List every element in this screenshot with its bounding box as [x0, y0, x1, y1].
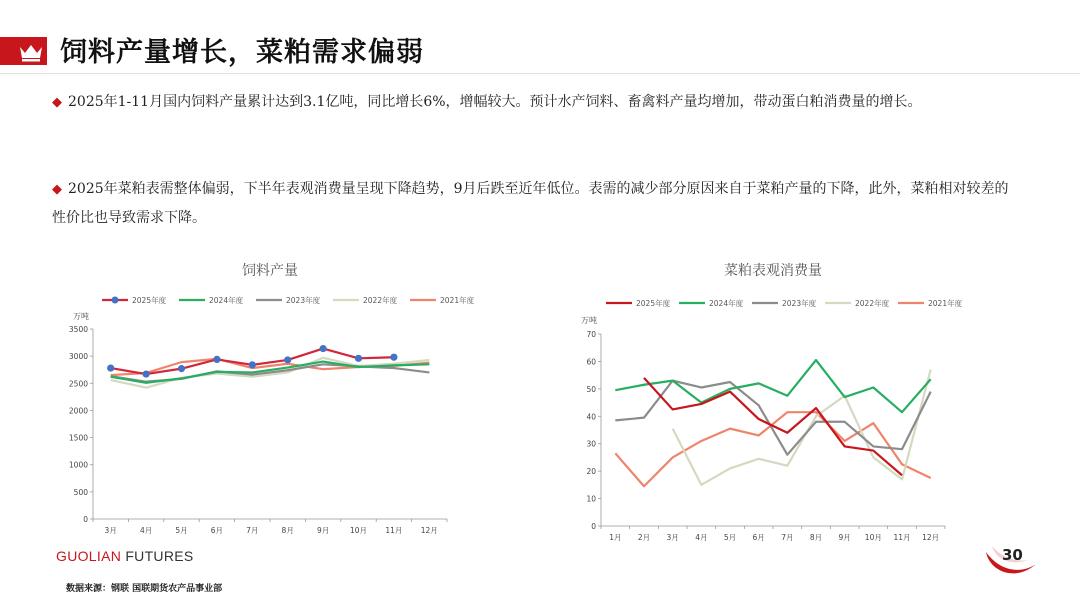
y-tick-label: 0 [83, 515, 88, 524]
data-point [213, 356, 220, 363]
x-tick-label: 2月 [637, 533, 651, 542]
legend-item [410, 295, 475, 305]
rapeseed-meal-consumption-chart [570, 255, 963, 545]
legend-item [333, 295, 398, 305]
chart-title: 菜粕表观消费量 [724, 263, 822, 279]
x-tick-label: 6月 [752, 533, 765, 542]
x-tick-label: 7月 [781, 533, 794, 542]
legend-item [898, 298, 963, 308]
x-tick-label: 6月 [210, 526, 224, 535]
y-tick-label: 2000 [68, 406, 88, 416]
bullet-text-2: 2025年菜粕表需整体偏弱，下半年表观消费量呈现下降趋势，9月后跌至近年低位。表需的减少部分原因来自于菜粕产量的下降，此外，菜粕相对较差的性价比也导致需求下降。 [52, 181, 1009, 226]
data-point [320, 345, 327, 352]
y-tick-label: 30 [586, 439, 596, 449]
legend-item [102, 295, 167, 305]
header-divider [0, 73, 1080, 74]
x-tick-label: 11月 [893, 533, 911, 542]
series-line [615, 360, 930, 412]
x-tick-label: 3月 [104, 526, 117, 535]
y-axis-unit: 万吨 [73, 312, 89, 321]
crown-icon [18, 42, 44, 62]
data-point [178, 365, 185, 372]
data-point [390, 354, 397, 361]
legend-item [825, 298, 890, 308]
x-tick-label: 8月 [281, 526, 294, 535]
bullet-paragraph-1 [52, 88, 1012, 117]
x-tick-label: 8月 [809, 533, 823, 542]
bullet-text-1: 2025年1-11月国内饲料产量累计达到3.1亿吨，同比增长6%，增幅较大。预计水产饲料、畜禽料产量均增加，带动蛋白粕消费量的增长。 [68, 94, 922, 110]
legend-label: 2022年度 [363, 296, 398, 305]
legend-item [679, 298, 744, 308]
brand-logo [56, 548, 194, 564]
legend-item [606, 298, 671, 308]
series-line [644, 378, 902, 475]
bullet-diamond-icon: ◆ [52, 182, 62, 197]
x-tick-label: 12月 [420, 526, 438, 535]
page-number: 30 [1002, 546, 1023, 564]
data-point [143, 370, 150, 377]
x-tick-label: 12月 [922, 533, 940, 542]
y-tick-label: 40 [586, 412, 596, 422]
brand-word-2: FUTURES [121, 548, 194, 564]
x-tick-label: 4月 [139, 526, 153, 535]
data-point [249, 361, 256, 368]
x-tick-label: 9月 [316, 526, 330, 535]
y-tick-label: 10 [586, 494, 596, 504]
series-line [615, 412, 930, 486]
legend-item [179, 295, 244, 305]
y-tick-label: 2500 [68, 379, 88, 389]
series-line [615, 381, 930, 455]
legend-label: 2023年度 [782, 299, 817, 308]
legend-label: 2025年度 [132, 296, 167, 305]
data-point [107, 364, 114, 371]
legend-label: 2024年度 [709, 299, 744, 308]
legend-item [752, 298, 817, 308]
y-tick-label: 50 [586, 384, 596, 394]
legend-label: 2021年度 [440, 296, 475, 305]
x-tick-label: 5月 [175, 526, 188, 535]
data-point [355, 355, 362, 362]
legend-label: 2021年度 [928, 299, 963, 308]
chart-title: 饲料产量 [242, 263, 298, 279]
x-tick-label: 5月 [723, 533, 737, 542]
y-tick-label: 60 [586, 357, 596, 367]
y-tick-label: 0 [591, 522, 596, 531]
legend-item [256, 295, 321, 305]
legend-marker [112, 297, 119, 304]
legend-label: 2023年度 [286, 296, 321, 305]
x-tick-label: 3月 [666, 533, 679, 542]
feed-production-chart [60, 255, 475, 540]
brand-word-1: GUOLIAN [56, 548, 122, 564]
y-tick-label: 3500 [68, 325, 88, 334]
y-tick-label: 1500 [68, 433, 88, 443]
legend-label: 2025年度 [636, 299, 671, 308]
y-tick-label: 1000 [68, 460, 88, 470]
y-tick-label: 500 [73, 487, 88, 497]
y-tick-label: 3000 [68, 352, 88, 362]
legend-label: 2024年度 [209, 296, 244, 305]
data-point [284, 356, 291, 363]
x-tick-label: 4月 [695, 533, 708, 542]
data-source: 数据来源：钢联 国联期货农产品事业部 [66, 584, 223, 594]
x-tick-label: 1月 [609, 533, 622, 542]
legend-label: 2022年度 [855, 299, 890, 308]
x-tick-label: 10月 [349, 526, 368, 535]
bullet-diamond-icon: ◆ [52, 95, 62, 110]
bullet-paragraph-2 [52, 175, 1012, 233]
x-tick-label: 10月 [864, 533, 882, 542]
x-tick-label: 9月 [838, 533, 851, 542]
x-tick-label: 11月 [385, 526, 403, 535]
y-axis-unit: 万吨 [581, 316, 597, 325]
page-title: 饲料产量增长，菜粕需求偏弱 [60, 37, 424, 68]
x-tick-label: 7月 [246, 526, 259, 535]
y-tick-label: 20 [586, 467, 596, 477]
y-tick-label: 70 [586, 330, 596, 339]
